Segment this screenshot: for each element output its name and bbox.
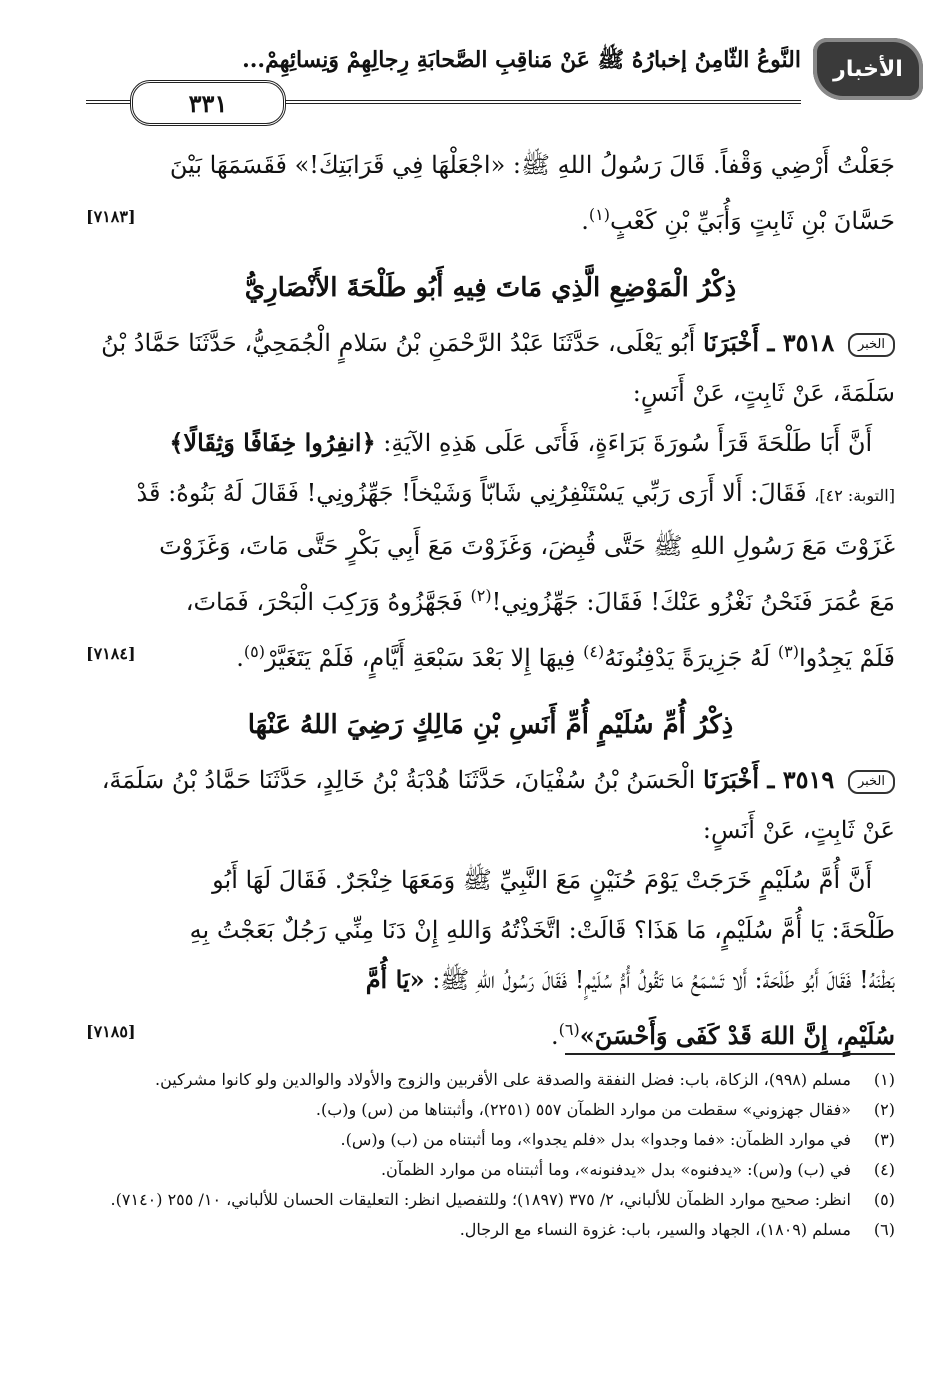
quran-verse: ﴿انفِرُوا خِفَافًا وَثِقَالًا﴾ bbox=[169, 428, 376, 457]
hadith-reference: [٧١٨٤] bbox=[86, 644, 136, 663]
footnote bbox=[86, 1155, 895, 1185]
footnote-marker: (٦) bbox=[558, 1020, 580, 1039]
hadith-mark-icon: الخبر bbox=[848, 770, 895, 794]
page-header bbox=[86, 38, 923, 118]
text-line: بَطْنَهُ! فَقَالَ أَبُو طَلْحَةَ: أَلا تَسْمَعُ مَا تَقُولُ أُمُّ سُلَيْمٍ! فَقَالَ رَسُولُ اللهِ ﷺ: bbox=[432, 966, 895, 994]
section-heading: ذِكْرُ الْمَوْضِعِ الَّذِي مَاتَ فِيهِ أَبُو طَلْحَةَ الأَنْصَارِيُّ bbox=[244, 273, 737, 303]
text-line: فَلَمْ يَجِدُوا bbox=[798, 644, 895, 672]
text-line: أَبُو يَعْلَى، حَدَّثَنَا عَبْدُ الرَّحْمَنِ بْنُ سَلامٍ الْجُمَحِيُّ، حَدَّثَنَا حَمَّادُ بْنُ bbox=[101, 329, 696, 357]
paragraph: جَعَلْتُ أَرْضِي وَقْفاً. قَالَ رَسُولُ اللهِ ﷺ: «اجْعَلْهَا فِي قَرَابَتِكَ!» فَقَسَمَهَا بَيْنَ حَسَّانَ بْنِ ثَابِتٍ وَأُبَيِّ بْنِ كَعْبٍ$^{(١)}$. [٧١٨٣] bbox=[86, 140, 895, 246]
footnote-text: في موارد الظمآن: «فما وجدوا» بدل «فلم يجدوا»، وما أثبتناه من (ب) و(س). bbox=[340, 1130, 851, 1149]
text-line: فِيهَا إِلا بَعْدَ سَبْعَةِ أَيَّامٍ، فَلَمْ يَتَغَيَّرْ bbox=[265, 644, 576, 672]
sura-reference: [التوبة: ٤٢]، bbox=[814, 486, 895, 505]
text-line: مَعَ عُمَرَ فَنَحْنُ نَغْزُو عَنْكَ! فَقَالَ: جَهِّزُونِي! bbox=[491, 588, 895, 616]
footnote-number: (٣) bbox=[873, 1130, 895, 1149]
main-text bbox=[86, 140, 895, 1061]
footnote-marker: (٣) bbox=[777, 642, 799, 661]
isnad bbox=[86, 318, 895, 418]
text-line: طَلْحَةَ: يَا أُمَّ سُلَيْمٍ، مَا هَذَا؟ قَالَتْ: اتَّخَذْتُهُ وَاللهِ إِنْ دَنَا مِنِّي رَجُلٌ بَعَجْتُ بِهِ bbox=[189, 916, 895, 944]
footnote-marker: (٥) bbox=[243, 642, 266, 661]
footnote bbox=[86, 1095, 895, 1125]
text-line: فَجَهَّزُوهُ وَرَكِبَ الْبَحْرَ، فَمَاتَ، bbox=[185, 588, 463, 616]
footnote-marker: (١) bbox=[588, 205, 611, 224]
running-title: النَّوعُ الثّامِنُ إخبارُهُ ﷺ عَنْ مَناقِبِ الصَّحابَةِ رِجالِهِمْ وَنِسائِهِمْ... bbox=[242, 47, 801, 73]
footnote-number: (٢) bbox=[873, 1100, 895, 1119]
footnote-marker: (٤) bbox=[583, 642, 605, 661]
text-line: عَنْ ثَابِتٍ، عَنْ أَنَسٍ: bbox=[702, 816, 895, 844]
footnote bbox=[86, 1215, 895, 1245]
text-line: جَعَلْتُ أَرْضِي وَقْفاً. قَالَ رَسُولُ اللهِ ﷺ: «اجْعَلْهَا فِي قَرَابَتِكَ!» فَقَسَمَهَا بَيْنَ bbox=[169, 151, 895, 179]
section-heading: ذِكْرُ أُمِّ سُلَيْمٍ أُمِّ أَنَسِ بْنِ مَالِكٍ رَضِيَ اللهُ عَنْهَا bbox=[247, 710, 734, 740]
prophet-quote: «يَا أُمَّ bbox=[365, 965, 425, 994]
hadith-reference: [٧١٨٣] bbox=[86, 207, 136, 226]
footnote bbox=[86, 1125, 895, 1155]
footnote-text: انظر: صحيح موارد الظمآن للألباني، ٢/ ٣٧٥ (١٨٩٧)؛ وللتفصيل انظر: التعليقات الحسان للألباني، ١٠/ ٢٥٥ (٧١٤٠). bbox=[110, 1190, 851, 1209]
text-line: أَنَّ أَبَا طَلْحَةَ قَرَأَ سُورَةَ بَرَاءَةٍ، فَأَتَى عَلَى هَذِهِ الآيَةِ: bbox=[383, 429, 873, 457]
prophet-quote: سُلَيْمٍ، إِنَّ اللهَ قَدْ كَفَى وَأَحْسَنَ» bbox=[579, 1021, 895, 1050]
footnote-number: (٦) bbox=[873, 1220, 895, 1239]
hadith-number: ٣٥١٩ ـ أَخْبَرَنَا bbox=[703, 765, 835, 794]
footnote-separator bbox=[565, 1053, 895, 1055]
footnotes bbox=[86, 1065, 895, 1245]
footnote-text: «فقال جهزوني» سقطت من موارد الظمآن ٥٥٧ (٢٢٥١)، وأثبتناها من (س) و(ب). bbox=[315, 1100, 851, 1119]
footnote-number: (١) bbox=[873, 1070, 895, 1089]
section-badge-label: الأخبار bbox=[833, 56, 903, 82]
page-number: ٣٣١ bbox=[130, 80, 286, 126]
hadith-number: ٣٥١٨ ـ أَخْبَرَنَا bbox=[703, 328, 835, 357]
footnote-number: (٥) bbox=[873, 1190, 895, 1209]
text-line: لَهُ جَزِيرَةً يَدْفِنُونَهُ bbox=[604, 644, 771, 672]
text-line: سَلَمَةَ، عَنْ ثَابِتٍ، عَنْ أَنَسٍ: bbox=[632, 379, 895, 407]
text-line: أَنَّ أُمَّ سُلَيْمٍ خَرَجَتْ يَوْمَ حُنَيْنٍ مَعَ النَّبِيِّ ﷺ وَمَعَهَا خِنْجَرٌ. فَقَالَ لَهَا أَبُو bbox=[212, 866, 873, 894]
text-line: غَزَوْتَ مَعَ رَسُولِ اللهِ ﷺ حَتَّى قُبِضَ، وَغَزَوْتَ مَعَ أَبِي بَكْرٍ حَتَّى مَاتَ، وَغَزَوْتَ bbox=[159, 532, 895, 560]
matn: أَنَّ أُمَّ سُلَيْمٍ خَرَجَتْ يَوْمَ حُنَيْنٍ مَعَ النَّبِيِّ ﷺ وَمَعَهَا خِنْجَرٌ. فَقَالَ لَهَا أَبُو طَلْحَةَ: يَا أُمَّ سُلَيْمٍ، مَا هَذَا؟ قَالَتْ: اتَّخَذْتُهُ وَاللهِ إِنْ دَنَا مِنِّي رَجُلٌ بَعَجْتُ بِهِ بَطْنَهُ! فَقَالَ أَبُو طَلْحَةَ: أَلا تَسْمَعُ مَا تَقُولُ أُمُّ سُلَيْمٍ! فَقَالَ رَسُولُ اللهِ ﷺ: «يَا أُمَّ سُلَيْمٍ، إِنَّ اللهَ قَدْ كَفَى وَأَحْسَنَ»$^{(٦)}$. [٧١٨٥] bbox=[86, 855, 895, 1061]
section-badge bbox=[813, 38, 923, 100]
hadith-mark-icon: الخبر bbox=[848, 333, 895, 357]
isnad bbox=[86, 755, 895, 855]
footnote-text: في (ب) و(س): «يدفنوه» بدل «يدفنونه»، وما أثبتناه من موارد الظمآن. bbox=[380, 1160, 851, 1179]
text-line: الْحَسَنُ بْنُ سُفْيَانَ، حَدَّثَنَا هُدْبَةُ بْنُ خَالِدٍ، حَدَّثَنَا حَمَّادُ بْنُ سَلَمَةَ، bbox=[101, 766, 696, 794]
text-line: حَسَّانَ بْنِ ثَابِتٍ وَأُبَيِّ بْنِ كَعْبٍ bbox=[610, 207, 895, 235]
footnote-marker: (٢) bbox=[470, 586, 492, 605]
matn: أَنَّ أَبَا طَلْحَةَ قَرَأَ سُورَةَ بَرَاءَةٍ، فَأَتَى عَلَى هَذِهِ الآيَةِ: ﴿انفِرُوا خِفَافًا وَثِقَالًا﴾ [التوبة: ٤٢]، فَقَالَ: أَلا أَرَى رَبِّي يَسْتَنْفِرُنِي شَابّاً وَشَيْخاً! جَهِّزُونِي! فَقَالَ لَهُ بَنُوهُ: قَدْ غَزَوْتَ مَعَ رَسُولِ اللهِ ﷺ حَتَّى قُبِضَ، وَغَزَوْتَ مَعَ أَبِي بَكْرٍ حَتَّى مَاتَ، وَغَزَوْتَ مَعَ عُمَرَ فَنَحْنُ نَغْزُو عَنْكَ! فَقَالَ: جَهِّزُونِي!$^{(٢)}$ فَجَهَّزُوهُ وَرَكِبَ الْبَحْرَ، فَمَاتَ، فَلَمْ يَجِدُوا$^{(٣)}$ لَهُ جَزِيرَةً يَدْفِنُونَهُ$^{(٤)}$ فِيهَا إِلا بَعْدَ سَبْعَةِ أَيَّامٍ، فَلَمْ يَتَغَيَّرْ$^{(٥)}$. [٧١٨٤] bbox=[86, 418, 895, 683]
footnote bbox=[86, 1065, 895, 1095]
footnote-number: (٤) bbox=[873, 1160, 895, 1179]
footnote-text: مسلم (١٨٠٩)، الجهاد والسير، باب: غزوة النساء مع الرجال. bbox=[459, 1220, 851, 1239]
footnote-text: مسلم (٩٩٨)، الزكاة، باب: فضل النفقة والصدقة على الأقربين والزوج والأولاد والوالدين ولو كانوا مشركين. bbox=[155, 1070, 851, 1089]
hadith-reference: [٧١٨٥] bbox=[86, 1022, 136, 1041]
text-line: فَقَالَ: أَلا أَرَى رَبِّي يَسْتَنْفِرُنِي شَابّاً وَشَيْخاً! جَهِّزُونِي! فَقَالَ لَهُ بَنُوهُ: قَدْ bbox=[136, 479, 807, 507]
footnote bbox=[86, 1185, 895, 1215]
